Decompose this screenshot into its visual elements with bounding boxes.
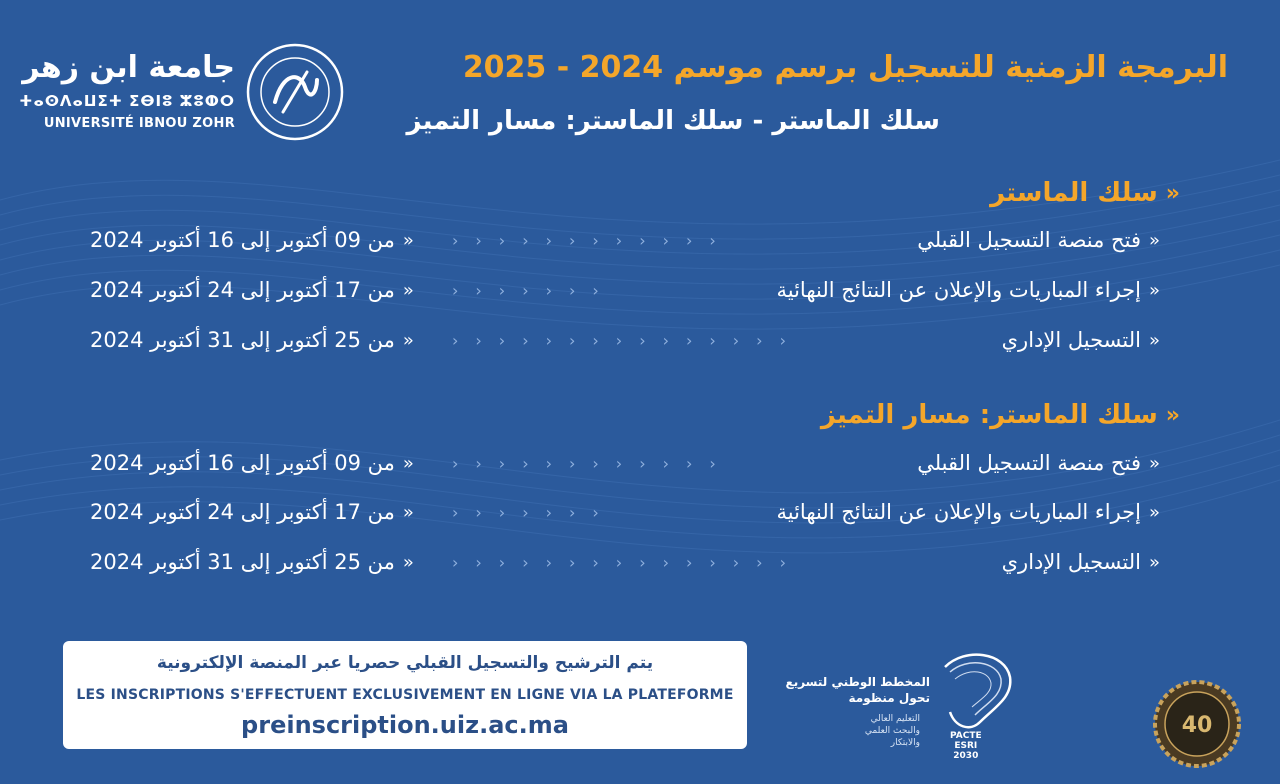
preinscription-link[interactable]: preinscription.uiz.ac.ma (241, 711, 569, 739)
chevron-left-icon: « (402, 229, 414, 251)
university-name-tifinagh: ⵜⴰⵙⴷⴰⵡⵉⵜ ⵉⴱⵏⵓ ⵣⵓⵀⵔ (19, 92, 235, 110)
pacte-line-4: والبحث العلمي (864, 726, 920, 736)
schedule-row (90, 500, 1160, 534)
pacte-line-2: تحول منظومة (848, 691, 930, 705)
dotted-leader: ››››››› (452, 503, 616, 522)
university-header (19, 40, 345, 152)
pacte-line-3: التعليم العالي (870, 714, 920, 724)
chevron-left-icon: « (402, 551, 414, 573)
info-box (63, 641, 747, 749)
chevron-left-icon: « (1165, 402, 1180, 428)
schedule-label: التسجيل الإداري (1001, 328, 1141, 352)
chevron-left-icon: « (1148, 551, 1160, 573)
chevron-left-icon: « (1148, 279, 1160, 301)
schedule-row (90, 278, 1160, 312)
schedule-date: من 25 أكتوبر إلى 31 أكتوبر 2024 (90, 550, 395, 574)
page-title: البرمجة الزمنية للتسجيل برسم موسم 2024 - 2025 (462, 50, 1228, 85)
schedule-date: من 09 أكتوبر إلى 16 أكتوبر 2024 (90, 228, 395, 252)
chevron-left-icon: « (1148, 229, 1160, 251)
dotted-leader: ›››››››››››› (452, 231, 733, 250)
university-name-ar: جامعة ابن زهر (22, 50, 235, 85)
schedule-label: إجراء المباريات والإعلان عن النتائج النهائية (776, 278, 1141, 302)
dotted-leader: ››››››››››››››› (452, 331, 803, 350)
section-title-text: سلك الماستر (990, 178, 1158, 208)
chevron-left-icon: « (402, 452, 414, 474)
schedule-row (90, 550, 1160, 584)
schedule-label: فتح منصة التسجيل القبلي (917, 228, 1141, 252)
schedule-date: من 09 أكتوبر إلى 16 أكتوبر 2024 (90, 451, 395, 475)
pacte-esri-block (765, 645, 1025, 760)
badge-number: 40 (1181, 713, 1213, 738)
schedule-label: فتح منصة التسجيل القبلي (917, 451, 1141, 475)
schedule-label: التسجيل الإداري (1001, 550, 1141, 574)
info-text-fr: LES INSCRIPTIONS S'EFFECTUENT EXCLUSIVEMENT EN LIGNE VIA LA PLATEFORME (76, 687, 734, 703)
dotted-leader: ››››››› (452, 281, 616, 300)
chevron-left-icon: « (1148, 501, 1160, 523)
section-title-master (990, 178, 1180, 208)
section-title-excellence (821, 400, 1180, 430)
chevron-left-icon: « (1148, 452, 1160, 474)
dotted-leader: ›››››››››››› (452, 454, 733, 473)
university-name-fr: UNIVERSITÉ IBNOU ZOHR (43, 116, 235, 131)
dotted-leader: ››››››››››››››› (452, 553, 803, 572)
schedule-row (90, 328, 1160, 362)
pacte-line-1: المخطط الوطني لتسريع (785, 675, 930, 689)
schedule-date: من 17 أكتوبر إلى 24 أكتوبر 2024 (90, 278, 395, 302)
chevron-left-icon: « (1148, 329, 1160, 351)
pacte-label (950, 731, 982, 761)
schedule-date: من 17 أكتوبر إلى 24 أكتوبر 2024 (90, 500, 395, 524)
schedule-label: إجراء المباريات والإعلان عن النتائج النهائية (776, 500, 1141, 524)
chevron-left-icon: « (402, 279, 414, 301)
chevron-left-icon: « (402, 501, 414, 523)
pacte-label-mid: ESRI (954, 741, 978, 751)
anniversary-badge-icon (1152, 679, 1242, 769)
chevron-left-icon: « (402, 329, 414, 351)
pacte-lines-small (865, 713, 920, 749)
pacte-label-bottom: 2030 (953, 751, 979, 761)
schedule-row (90, 228, 1160, 262)
chevron-left-icon: « (1165, 180, 1180, 206)
page-subtitle: سلك الماستر - سلك الماستر: مسار التميز (406, 106, 940, 136)
info-text-ar: يتم الترشيح والتسجيل القبلي حصريا عبر المنصة الإلكترونية (156, 653, 654, 673)
schedule-date: من 25 أكتوبر إلى 31 أكتوبر 2024 (90, 328, 395, 352)
pacte-label-top: PACTE (950, 731, 982, 741)
university-seal-icon (245, 42, 345, 142)
pacte-line-5: والابتكار (890, 738, 920, 748)
schedule-row (90, 451, 1160, 485)
section-title-text: سلك الماستر: مسار التميز (820, 400, 1158, 430)
